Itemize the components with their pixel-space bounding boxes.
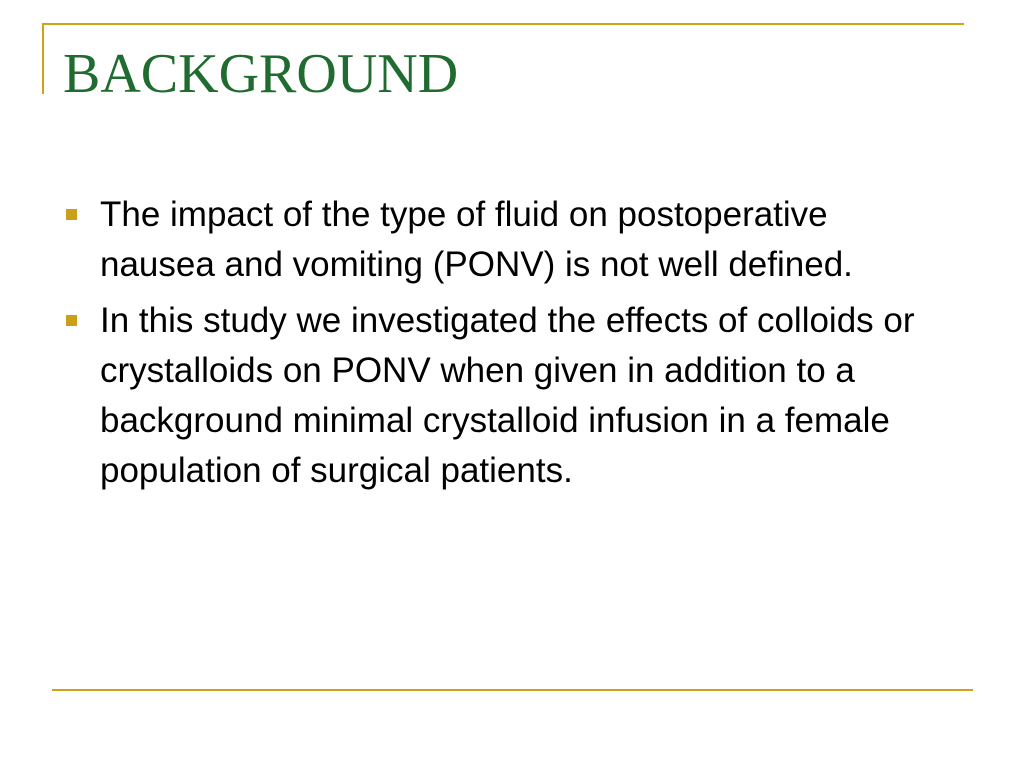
square-bullet-icon: [66, 315, 77, 326]
left-accent-line: [42, 23, 44, 94]
bullet-text: In this study we investigated the effects of colloids or crystalloids on PONV when given in addition to a background minimal crystalloid infusion in a female population of surgical patients.: [100, 301, 915, 490]
bullet-list: [64, 190, 944, 502]
bullet-item: [64, 296, 944, 496]
bullet-text: The impact of the type of fluid on postoperative nausea and vomiting (PONV) is not well defined.: [100, 195, 853, 284]
bottom-accent-line: [52, 689, 973, 691]
slide-title: BACKGROUND: [63, 43, 459, 105]
square-bullet-icon: [66, 209, 77, 220]
top-accent-line: [42, 23, 964, 25]
bullet-item: [64, 190, 944, 290]
